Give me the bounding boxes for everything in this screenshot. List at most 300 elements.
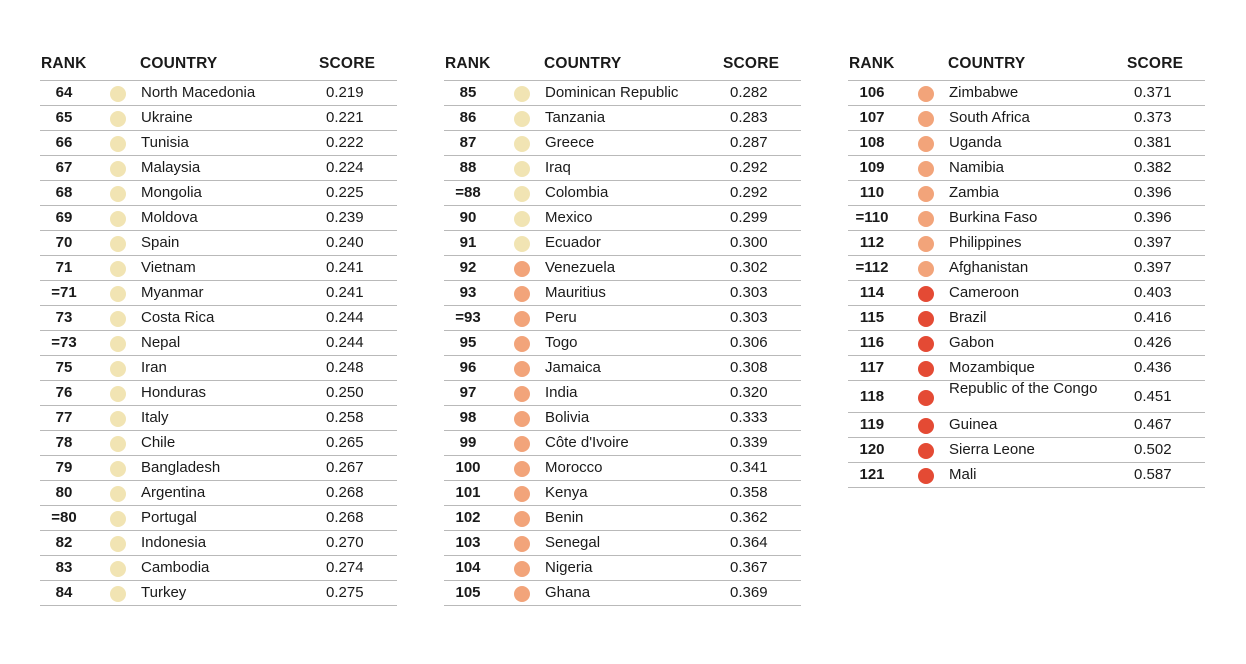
rank-cell: 80 <box>55 484 73 501</box>
rank-cell: 71 <box>55 259 73 276</box>
country-cell: Vietnam <box>141 259 196 276</box>
table-row <box>444 306 801 331</box>
country-cell: Moldova <box>141 209 198 226</box>
country-cell: Mexico <box>545 209 593 226</box>
score-cell: 0.382 <box>1134 159 1172 176</box>
rank-cell: 83 <box>55 559 73 576</box>
country-cell: Mongolia <box>141 184 202 201</box>
table-row <box>40 481 397 506</box>
table-row <box>444 81 801 106</box>
score-cell: 0.270 <box>326 534 364 551</box>
score-level-dot-icon <box>514 186 530 202</box>
table-row <box>848 81 1205 106</box>
score-cell: 0.239 <box>326 209 364 226</box>
score-header: SCORE <box>1127 55 1184 72</box>
rank-header: RANK <box>445 55 491 72</box>
score-cell: 0.299 <box>730 209 768 226</box>
rank-cell: 104 <box>455 559 481 576</box>
score-cell: 0.268 <box>326 484 364 501</box>
country-cell: Portugal <box>141 509 197 526</box>
score-cell: 0.396 <box>1134 209 1172 226</box>
country-cell: Nigeria <box>545 559 593 576</box>
score-cell: 0.292 <box>730 159 768 176</box>
score-cell: 0.451 <box>1134 388 1172 405</box>
score-level-dot-icon <box>514 561 530 577</box>
country-header: COUNTRY <box>948 55 1026 72</box>
score-level-dot-icon <box>514 286 530 302</box>
rank-cell: 82 <box>55 534 73 551</box>
score-cell: 0.306 <box>730 334 768 351</box>
score-level-dot-icon <box>110 261 126 277</box>
score-cell: 0.339 <box>730 434 768 451</box>
score-level-dot-icon <box>514 136 530 152</box>
rank-cell: 110 <box>859 184 885 201</box>
table-row <box>444 506 801 531</box>
table-row <box>40 156 397 181</box>
country-cell: Spain <box>141 234 180 251</box>
country-cell: Guinea <box>949 416 998 433</box>
score-level-dot-icon <box>514 261 530 277</box>
score-cell: 0.268 <box>326 509 364 526</box>
score-level-dot-icon <box>514 411 530 427</box>
score-level-dot-icon <box>514 211 530 227</box>
score-cell: 0.258 <box>326 409 364 426</box>
score-cell: 0.244 <box>326 309 364 326</box>
table-row <box>444 181 801 206</box>
score-level-dot-icon <box>514 336 530 352</box>
table-row <box>40 81 397 106</box>
rank-cell: 98 <box>459 409 477 426</box>
country-cell: Afghanistan <box>949 259 1029 276</box>
score-cell: 0.241 <box>326 259 364 276</box>
rank-cell: 96 <box>459 359 477 376</box>
country-cell: Greece <box>545 134 595 151</box>
country-cell: Argentina <box>141 484 206 501</box>
score-level-dot-icon <box>514 111 530 127</box>
score-level-dot-icon <box>110 86 126 102</box>
country-cell: Chile <box>141 434 176 451</box>
score-level-dot-icon <box>514 486 530 502</box>
score-cell: 0.225 <box>326 184 364 201</box>
table-row <box>444 281 801 306</box>
country-cell: Uganda <box>949 134 1002 151</box>
score-level-dot-icon <box>514 161 530 177</box>
country-cell: Cambodia <box>141 559 210 576</box>
table-header <box>40 50 397 81</box>
country-cell: Tanzania <box>545 109 606 126</box>
country-cell: Jamaica <box>545 359 601 376</box>
country-cell: India <box>545 384 578 401</box>
table-row <box>444 331 801 356</box>
country-cell: Costa Rica <box>141 309 215 326</box>
score-level-dot-icon <box>918 468 934 484</box>
rank-cell: 97 <box>459 384 477 401</box>
score-cell: 0.397 <box>1134 234 1172 251</box>
rank-cell: 115 <box>859 309 885 326</box>
score-level-dot-icon <box>514 536 530 552</box>
score-cell: 0.403 <box>1134 284 1172 301</box>
score-cell: 0.265 <box>326 434 364 451</box>
score-level-dot-icon <box>110 311 126 327</box>
rank-cell: 105 <box>455 584 481 601</box>
table-row <box>40 431 397 456</box>
table-row <box>444 231 801 256</box>
rank-cell: =71 <box>51 284 77 301</box>
score-cell: 0.373 <box>1134 109 1172 126</box>
score-level-dot-icon <box>514 586 530 602</box>
rank-cell: =112 <box>855 259 889 276</box>
table-row <box>848 256 1205 281</box>
score-cell: 0.287 <box>730 134 768 151</box>
table-row <box>40 581 397 606</box>
score-header: SCORE <box>319 55 376 72</box>
country-cell: Peru <box>545 309 577 326</box>
score-cell: 0.320 <box>730 384 768 401</box>
score-level-dot-icon <box>918 111 934 127</box>
table-row <box>40 256 397 281</box>
score-cell: 0.240 <box>326 234 364 251</box>
rank-cell: 102 <box>455 509 481 526</box>
score-level-dot-icon <box>918 286 934 302</box>
rank-cell: 76 <box>55 384 73 401</box>
score-header: SCORE <box>723 55 780 72</box>
country-cell: Myanmar <box>141 284 204 301</box>
table-row <box>848 356 1205 381</box>
table-row <box>40 181 397 206</box>
country-cell: Morocco <box>545 459 603 476</box>
score-cell: 0.587 <box>1134 466 1172 483</box>
country-cell: Philippines <box>949 234 1022 251</box>
table-row <box>444 481 801 506</box>
table-row <box>40 231 397 256</box>
rank-cell: 65 <box>55 109 73 126</box>
table-row <box>848 413 1205 438</box>
score-cell: 0.275 <box>326 584 364 601</box>
score-cell: 0.274 <box>326 559 364 576</box>
country-cell: Togo <box>545 334 578 351</box>
table-row <box>848 231 1205 256</box>
rank-cell: 117 <box>859 359 885 376</box>
country-cell: Venezuela <box>545 259 616 276</box>
score-level-dot-icon <box>110 111 126 127</box>
score-level-dot-icon <box>514 386 530 402</box>
table-row <box>40 456 397 481</box>
country-cell: Senegal <box>545 534 601 551</box>
score-cell: 0.364 <box>730 534 768 551</box>
rank-header: RANK <box>41 55 87 72</box>
country-cell: South Africa <box>949 109 1030 126</box>
table-row <box>444 531 801 556</box>
rank-cell: 87 <box>459 134 477 151</box>
score-level-dot-icon <box>918 361 934 377</box>
rank-cell: 119 <box>859 416 885 433</box>
rank-cell: 121 <box>859 466 885 483</box>
rank-cell: 69 <box>55 209 73 226</box>
score-level-dot-icon <box>918 418 934 434</box>
score-level-dot-icon <box>918 161 934 177</box>
score-level-dot-icon <box>514 436 530 452</box>
table-row <box>40 131 397 156</box>
country-cell: North Macedonia <box>141 84 256 101</box>
score-level-dot-icon <box>514 461 530 477</box>
table-row <box>444 456 801 481</box>
score-level-dot-icon <box>110 211 126 227</box>
score-level-dot-icon <box>514 311 530 327</box>
country-cell: Malaysia <box>141 159 201 176</box>
country-cell: Zambia <box>949 184 1000 201</box>
score-level-dot-icon <box>918 186 934 202</box>
country-cell: Indonesia <box>141 534 207 551</box>
rank-cell: =93 <box>455 309 481 326</box>
score-cell: 0.333 <box>730 409 768 426</box>
rank-cell: 79 <box>55 459 73 476</box>
rank-cell: 106 <box>859 84 885 101</box>
score-cell: 0.219 <box>326 84 364 101</box>
rank-cell: =73 <box>51 334 77 351</box>
rank-cell: 90 <box>459 209 477 226</box>
rank-cell: 77 <box>55 409 73 426</box>
country-cell: Colombia <box>545 184 609 201</box>
country-cell: Honduras <box>141 384 207 401</box>
score-cell: 0.367 <box>730 559 768 576</box>
table-row <box>40 531 397 556</box>
table-row <box>40 506 397 531</box>
score-cell: 0.221 <box>326 109 364 126</box>
score-cell: 0.426 <box>1134 334 1172 351</box>
rank-cell: 88 <box>459 159 477 176</box>
rank-cell: 75 <box>55 359 73 376</box>
score-level-dot-icon <box>110 486 126 502</box>
ranking-table-3 <box>848 50 1205 488</box>
table-row <box>40 356 397 381</box>
table-row <box>444 256 801 281</box>
rank-cell: 86 <box>459 109 477 126</box>
score-cell: 0.397 <box>1134 259 1172 276</box>
table-row <box>40 556 397 581</box>
score-cell: 0.502 <box>1134 441 1172 458</box>
table-row <box>40 331 397 356</box>
table-row <box>444 356 801 381</box>
country-cell: Ghana <box>545 584 591 601</box>
country-cell: Iraq <box>545 159 571 176</box>
rank-cell: 120 <box>859 441 885 458</box>
rank-cell: 100 <box>455 459 481 476</box>
rank-cell: 101 <box>455 484 481 501</box>
score-level-dot-icon <box>110 136 126 152</box>
table-row <box>444 381 801 406</box>
country-cell: Mali <box>949 466 977 483</box>
rank-cell: 103 <box>455 534 481 551</box>
country-cell: Burkina Faso <box>949 209 1038 226</box>
score-cell: 0.241 <box>326 284 364 301</box>
score-cell: 0.371 <box>1134 84 1172 101</box>
rank-cell: 66 <box>55 134 73 151</box>
country-cell: Bolivia <box>545 409 590 426</box>
score-level-dot-icon <box>110 286 126 302</box>
rank-cell: 70 <box>55 234 73 251</box>
table-row <box>848 206 1205 231</box>
rank-cell: 73 <box>55 309 73 326</box>
score-cell: 0.302 <box>730 259 768 276</box>
table-row <box>40 406 397 431</box>
rank-cell: 91 <box>459 234 477 251</box>
table-row <box>848 281 1205 306</box>
table-header <box>444 50 801 81</box>
score-cell: 0.283 <box>730 109 768 126</box>
country-cell: Brazil <box>949 309 987 326</box>
score-level-dot-icon <box>514 236 530 252</box>
country-cell: Mozambique <box>949 359 1035 376</box>
rank-cell: =88 <box>455 184 481 201</box>
score-level-dot-icon <box>918 136 934 152</box>
rank-cell: 114 <box>859 284 885 301</box>
country-cell: Tunisia <box>141 134 189 151</box>
score-cell: 0.362 <box>730 509 768 526</box>
score-level-dot-icon <box>918 261 934 277</box>
table-row <box>40 281 397 306</box>
table-row <box>444 556 801 581</box>
country-cell: Mauritius <box>545 284 606 301</box>
score-level-dot-icon <box>918 390 934 406</box>
rank-cell: 93 <box>459 284 477 301</box>
table-row <box>848 156 1205 181</box>
score-level-dot-icon <box>514 361 530 377</box>
score-cell: 0.292 <box>730 184 768 201</box>
score-cell: 0.381 <box>1134 134 1172 151</box>
score-level-dot-icon <box>110 436 126 452</box>
table-row <box>444 406 801 431</box>
score-level-dot-icon <box>514 511 530 527</box>
score-cell: 0.248 <box>326 359 364 376</box>
table-row <box>848 181 1205 206</box>
score-cell: 0.222 <box>326 134 364 151</box>
score-cell: 0.303 <box>730 284 768 301</box>
table-row <box>848 438 1205 463</box>
rank-cell: 92 <box>459 259 477 276</box>
table-row <box>444 131 801 156</box>
rank-cell: 112 <box>859 234 885 251</box>
table-row <box>848 331 1205 356</box>
rank-cell: 108 <box>859 134 885 151</box>
table-row <box>444 581 801 606</box>
table-row <box>848 306 1205 331</box>
rank-cell: =80 <box>51 509 77 526</box>
table-row <box>848 381 1205 413</box>
rank-cell: 67 <box>55 159 73 176</box>
table-header <box>848 50 1205 81</box>
score-cell: 0.436 <box>1134 359 1172 376</box>
country-cell: Turkey <box>141 584 187 601</box>
rank-cell: 99 <box>459 434 477 451</box>
rank-cell: 78 <box>55 434 73 451</box>
table-row <box>444 106 801 131</box>
score-cell: 0.467 <box>1134 416 1172 433</box>
score-level-dot-icon <box>110 186 126 202</box>
score-level-dot-icon <box>110 411 126 427</box>
country-cell: Gabon <box>949 334 995 351</box>
score-cell: 0.358 <box>730 484 768 501</box>
score-level-dot-icon <box>918 336 934 352</box>
score-cell: 0.341 <box>730 459 768 476</box>
score-level-dot-icon <box>918 86 934 102</box>
rank-cell: 64 <box>55 84 73 101</box>
table-row <box>444 156 801 181</box>
country-cell: Bangladesh <box>141 459 221 476</box>
score-cell: 0.250 <box>326 384 364 401</box>
score-level-dot-icon <box>110 361 126 377</box>
rank-cell: 95 <box>459 334 477 351</box>
score-level-dot-icon <box>918 211 934 227</box>
score-cell: 0.300 <box>730 234 768 251</box>
table-row <box>40 106 397 131</box>
country-cell: Côte d'Ivoire <box>545 434 629 451</box>
score-level-dot-icon <box>110 386 126 402</box>
table-row <box>444 206 801 231</box>
score-level-dot-icon <box>110 561 126 577</box>
score-level-dot-icon <box>110 511 126 527</box>
country-cell: Kenya <box>545 484 588 501</box>
country-cell: Republic of the Congo <box>949 380 1098 397</box>
country-header: COUNTRY <box>140 55 218 72</box>
table-row <box>848 131 1205 156</box>
score-level-dot-icon <box>110 161 126 177</box>
rank-cell: 68 <box>55 184 73 201</box>
score-cell: 0.224 <box>326 159 364 176</box>
score-level-dot-icon <box>110 236 126 252</box>
score-cell: 0.416 <box>1134 309 1172 326</box>
score-level-dot-icon <box>514 86 530 102</box>
rank-cell: 84 <box>55 584 73 601</box>
country-cell: Dominican Republic <box>545 84 679 101</box>
rank-cell: 109 <box>859 159 885 176</box>
country-cell: Italy <box>141 409 169 426</box>
rank-cell: 118 <box>859 388 885 405</box>
score-cell: 0.267 <box>326 459 364 476</box>
rank-cell: =110 <box>855 209 889 226</box>
country-cell: Sierra Leone <box>949 441 1035 458</box>
rank-header: RANK <box>849 55 895 72</box>
score-level-dot-icon <box>110 536 126 552</box>
score-cell: 0.303 <box>730 309 768 326</box>
country-cell: Cameroon <box>949 284 1020 301</box>
score-level-dot-icon <box>918 443 934 459</box>
table-row <box>40 381 397 406</box>
table-row <box>848 463 1205 488</box>
ranking-table-1 <box>40 50 397 606</box>
country-cell: Nepal <box>141 334 181 351</box>
score-cell: 0.282 <box>730 84 768 101</box>
score-level-dot-icon <box>110 461 126 477</box>
score-cell: 0.308 <box>730 359 768 376</box>
country-cell: Zimbabwe <box>949 84 1019 101</box>
score-cell: 0.396 <box>1134 184 1172 201</box>
table-row <box>848 106 1205 131</box>
rank-cell: 85 <box>459 84 477 101</box>
country-header: COUNTRY <box>544 55 622 72</box>
score-level-dot-icon <box>918 236 934 252</box>
rank-cell: 107 <box>859 109 885 126</box>
score-level-dot-icon <box>918 311 934 327</box>
country-cell: Ukraine <box>141 109 193 126</box>
score-level-dot-icon <box>110 336 126 352</box>
country-cell: Iran <box>141 359 167 376</box>
score-cell: 0.369 <box>730 584 768 601</box>
ranking-table-2 <box>444 50 801 606</box>
country-cell: Namibia <box>949 159 1005 176</box>
table-row <box>444 431 801 456</box>
score-cell: 0.244 <box>326 334 364 351</box>
score-level-dot-icon <box>110 586 126 602</box>
